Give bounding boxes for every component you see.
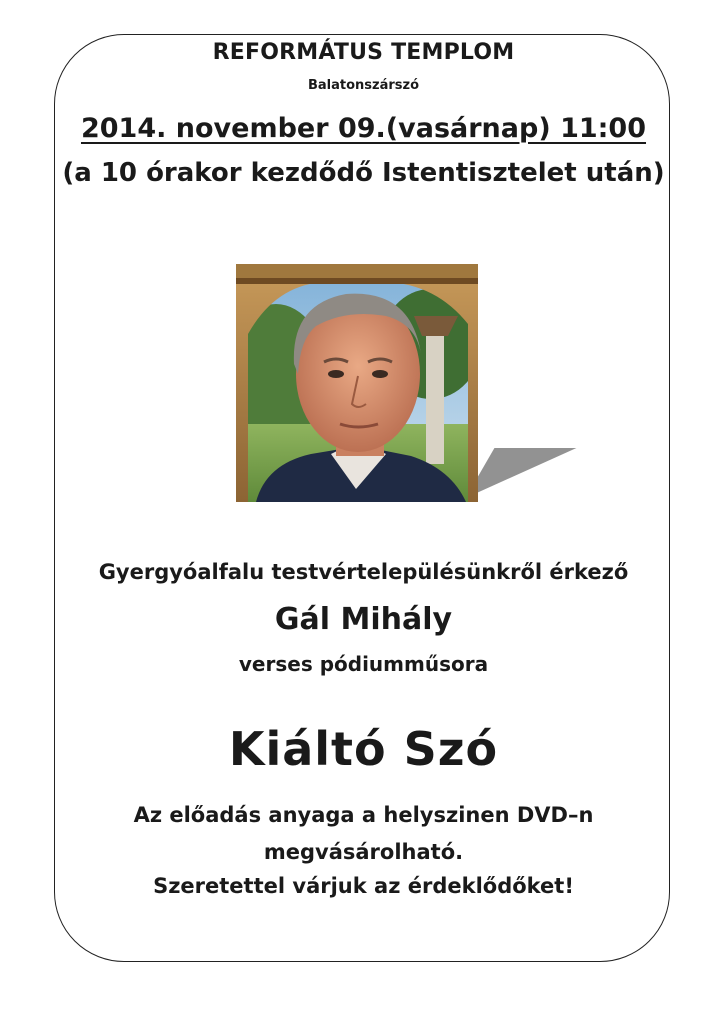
origin-text: Gyergyóalfalu testvértelepülésünkről érkező xyxy=(98,560,629,584)
town-name: Balatonszárszó xyxy=(307,78,420,93)
show-title: Kiáltó Szó xyxy=(228,722,499,776)
show-type: verses pódiumműsora xyxy=(238,652,489,676)
service-note: (a 10 órakor kezdődő Istentisztelet után) xyxy=(62,158,665,188)
invitation-text: Szeretettel várjuk az érdeklődőket! xyxy=(153,874,574,898)
church-title: REFORMÁTUS TEMPLOM xyxy=(212,40,515,65)
event-datetime: 2014. november 09.(vasárnap) 11:00 xyxy=(80,113,647,144)
dvd-info-line1: Az előadás anyaga a helyszinen DVD–n xyxy=(133,803,594,827)
performer-photo xyxy=(236,264,478,502)
performer-name: Gál Mihály xyxy=(274,602,453,637)
dvd-info-line2: megvásárolható. xyxy=(263,840,464,864)
